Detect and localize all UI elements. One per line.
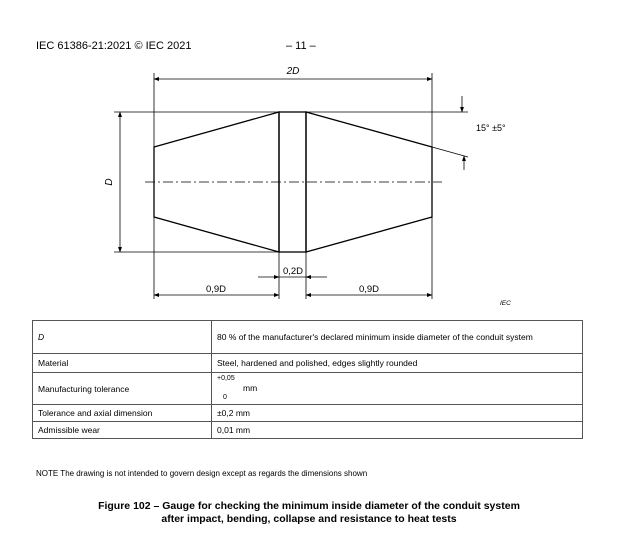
page-number: – 11 – [286,40,316,52]
row-value-d: 80 % of the manufacturer's declared minimum inside diameter of the conduit system [212,321,583,354]
label-total-length: 2D [286,66,300,77]
label-angle: 15° ±5° [476,123,506,133]
row-label-axial-tolerance: Tolerance and axial dimension [33,405,212,422]
row-label-material: Material [33,354,212,373]
table-row [33,321,583,354]
label-left-length: 0,9D [205,284,227,295]
tolerance-lower: 0 [223,393,227,401]
table-row [33,373,583,405]
table-row [33,422,583,439]
row-label-admissible-wear: Admissible wear [33,422,212,439]
drawing-note: NOTE The drawing is not intended to govern design except as regards the dimensions shown [36,469,368,478]
row-label-d: D [33,321,212,354]
tolerance-unit: mm [243,382,258,393]
row-value-axial-tolerance: ±0,2 mm [212,405,583,422]
row-value-manufacturing-tolerance [212,373,583,405]
tolerance-upper: +0,05 [217,374,235,382]
specification-table [32,320,583,439]
row-label-manufacturing-tolerance: Manufacturing tolerance [33,373,212,405]
figure-caption-line2: after impact, bending, collapse and resistance to heat tests [161,513,457,525]
table-row [33,354,583,373]
table-row [33,405,583,422]
label-right-length: 0,9D [358,284,380,295]
label-middle-width: 0,2D [282,266,304,277]
standard-reference: IEC 61386-21:2021 © IEC 2021 [36,40,192,52]
row-value-admissible-wear: 0,01 mm [212,422,583,439]
figure-caption-line1: Figure 102 – Gauge for checking the minimum inside diameter of the conduit system [98,500,520,512]
iec-mark: IEC [500,300,511,307]
label-height: D [104,178,115,186]
row-value-material: Steel, hardened and polished, edges slightly rounded [212,354,583,373]
